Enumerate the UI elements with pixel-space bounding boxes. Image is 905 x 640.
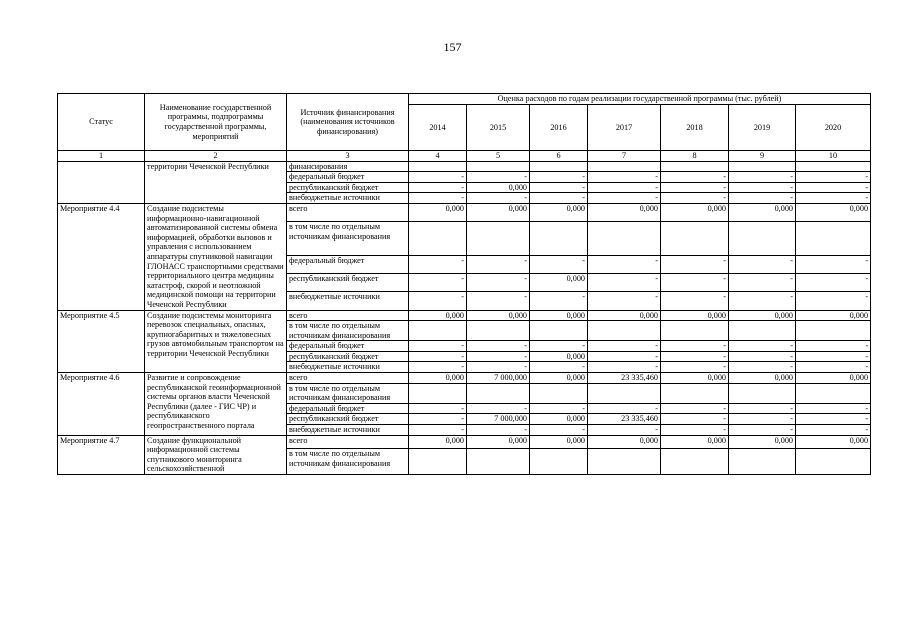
source-cell: всего xyxy=(287,435,409,449)
value-cell xyxy=(661,321,729,341)
status-cell xyxy=(58,161,145,203)
value-cell: 0,000 xyxy=(661,435,729,449)
value-cell: - xyxy=(467,292,530,310)
value-cell: 0,000 xyxy=(530,414,588,425)
value-cell: - xyxy=(796,403,871,414)
value-cell: - xyxy=(729,193,796,204)
value-cell: 0,000 xyxy=(588,310,661,321)
value-cell: - xyxy=(530,182,588,193)
value-cell: 0,000 xyxy=(588,203,661,221)
value-cell: - xyxy=(530,172,588,183)
header-year: 2015 xyxy=(467,105,530,151)
value-cell: 0,000 xyxy=(796,435,871,449)
value-cell xyxy=(729,449,796,475)
source-cell: в том числе по отдельным источникам финансирования xyxy=(287,321,409,341)
value-cell: 0,000 xyxy=(409,373,467,384)
value-cell: - xyxy=(661,193,729,204)
value-cell: - xyxy=(409,351,467,362)
status-cell: Мероприятие 4.7 xyxy=(58,435,145,474)
value-cell: - xyxy=(409,182,467,193)
source-cell: федеральный бюджет xyxy=(287,256,409,274)
value-cell: - xyxy=(796,292,871,310)
value-cell xyxy=(467,161,530,172)
value-cell: - xyxy=(467,256,530,274)
value-cell: - xyxy=(409,193,467,204)
value-cell: 0,000 xyxy=(530,203,588,221)
value-cell: - xyxy=(796,256,871,274)
value-cell: - xyxy=(588,193,661,204)
measure-name-cell: территории Чеченской Республики xyxy=(145,161,287,203)
value-cell: - xyxy=(661,425,729,436)
value-cell xyxy=(530,161,588,172)
value-cell: - xyxy=(729,425,796,436)
value-cell xyxy=(530,449,588,475)
source-cell: внебюджетные источники xyxy=(287,425,409,436)
value-cell xyxy=(467,449,530,475)
source-cell: федеральный бюджет xyxy=(287,172,409,183)
value-cell: 0,000 xyxy=(467,310,530,321)
value-cell: 0,000 xyxy=(409,310,467,321)
value-cell: 7 000,000 xyxy=(467,414,530,425)
column-number: 3 xyxy=(287,151,409,162)
value-cell xyxy=(796,222,871,256)
value-cell xyxy=(729,321,796,341)
value-cell: 23 335,460 xyxy=(588,414,661,425)
value-cell: - xyxy=(467,172,530,183)
table-row xyxy=(58,373,871,384)
value-cell: - xyxy=(530,256,588,274)
value-cell: - xyxy=(588,256,661,274)
source-cell: федеральный бюджет xyxy=(287,341,409,352)
value-cell xyxy=(588,383,661,403)
column-number: 10 xyxy=(796,151,871,162)
value-cell xyxy=(588,161,661,172)
value-cell: - xyxy=(729,274,796,292)
header-estimate: Оценка расходов по годам реализации государственной программы (тыс. рублей) xyxy=(409,94,871,105)
table-body xyxy=(58,161,871,474)
value-cell: - xyxy=(729,414,796,425)
value-cell xyxy=(467,321,530,341)
value-cell: - xyxy=(467,274,530,292)
column-number: 4 xyxy=(409,151,467,162)
source-cell: в том числе по отдельным источникам финансирования xyxy=(287,449,409,475)
value-cell xyxy=(661,449,729,475)
value-cell: - xyxy=(796,351,871,362)
measure-name-cell: Создание функциональной информационной системы спутникового мониторинга сельскохозяйственной xyxy=(145,435,287,474)
value-cell: - xyxy=(796,182,871,193)
value-cell: - xyxy=(530,403,588,414)
value-cell xyxy=(729,222,796,256)
column-number: 2 xyxy=(145,151,287,162)
value-cell: 0,000 xyxy=(409,203,467,221)
value-cell: 0,000 xyxy=(467,203,530,221)
value-cell: 0,000 xyxy=(409,435,467,449)
value-cell: 0,000 xyxy=(530,373,588,384)
value-cell: - xyxy=(530,425,588,436)
table-row xyxy=(58,161,871,172)
value-cell xyxy=(729,161,796,172)
table-row xyxy=(58,435,871,449)
value-cell xyxy=(588,449,661,475)
value-cell xyxy=(409,321,467,341)
value-cell: 0,000 xyxy=(661,310,729,321)
value-cell: - xyxy=(661,256,729,274)
source-cell: внебюджетные источники xyxy=(287,193,409,204)
value-cell: - xyxy=(409,172,467,183)
value-cell: - xyxy=(588,341,661,352)
value-cell: - xyxy=(530,362,588,373)
value-cell xyxy=(409,161,467,172)
value-cell: - xyxy=(796,425,871,436)
value-cell xyxy=(530,222,588,256)
value-cell: - xyxy=(661,172,729,183)
column-number: 6 xyxy=(530,151,588,162)
value-cell: 0,000 xyxy=(530,351,588,362)
value-cell: - xyxy=(409,403,467,414)
value-cell: - xyxy=(796,362,871,373)
budget-table xyxy=(57,93,871,475)
value-cell: - xyxy=(467,341,530,352)
value-cell: 23 335,460 xyxy=(588,373,661,384)
value-cell: - xyxy=(588,403,661,414)
value-cell: - xyxy=(467,351,530,362)
header-name: Наименование государственной программы, подпрограммы государственной программы, мероприятий xyxy=(145,94,287,151)
header-year: 2019 xyxy=(729,105,796,151)
column-number: 5 xyxy=(467,151,530,162)
source-cell: в том числе по отдельным источникам финансирования xyxy=(287,383,409,403)
value-cell: 0,000 xyxy=(661,203,729,221)
value-cell: - xyxy=(409,341,467,352)
value-cell: - xyxy=(796,341,871,352)
source-cell: в том числе по отдельным источникам финансирования xyxy=(287,222,409,256)
table-row xyxy=(58,310,871,321)
value-cell xyxy=(796,321,871,341)
column-number: 9 xyxy=(729,151,796,162)
value-cell: - xyxy=(661,362,729,373)
value-cell xyxy=(588,321,661,341)
value-cell: - xyxy=(588,182,661,193)
value-cell: - xyxy=(729,362,796,373)
value-cell: - xyxy=(796,193,871,204)
value-cell: - xyxy=(729,341,796,352)
value-cell: 0,000 xyxy=(729,203,796,221)
value-cell xyxy=(588,222,661,256)
header-year: 2017 xyxy=(588,105,661,151)
value-cell: - xyxy=(796,414,871,425)
value-cell: - xyxy=(661,182,729,193)
value-cell xyxy=(409,222,467,256)
source-cell: внебюджетные источники xyxy=(287,362,409,373)
value-cell xyxy=(796,449,871,475)
value-cell xyxy=(530,321,588,341)
value-cell: - xyxy=(588,274,661,292)
value-cell xyxy=(467,222,530,256)
source-cell: федеральный бюджет xyxy=(287,403,409,414)
value-cell: - xyxy=(530,193,588,204)
value-cell: - xyxy=(729,351,796,362)
value-cell: 0,000 xyxy=(467,182,530,193)
value-cell: - xyxy=(661,414,729,425)
value-cell: 7 000,000 xyxy=(467,373,530,384)
column-number: 1 xyxy=(58,151,145,162)
value-cell: - xyxy=(729,292,796,310)
value-cell: - xyxy=(661,403,729,414)
source-cell: всего xyxy=(287,310,409,321)
value-cell xyxy=(661,383,729,403)
value-cell: - xyxy=(467,425,530,436)
value-cell: - xyxy=(729,172,796,183)
value-cell: - xyxy=(729,182,796,193)
value-cell: - xyxy=(588,172,661,183)
value-cell xyxy=(467,383,530,403)
value-cell: - xyxy=(588,292,661,310)
column-number: 7 xyxy=(588,151,661,162)
value-cell: - xyxy=(467,193,530,204)
source-cell: финансирования xyxy=(287,161,409,172)
value-cell: 0,000 xyxy=(467,435,530,449)
value-cell: - xyxy=(467,362,530,373)
header-year: 2016 xyxy=(530,105,588,151)
value-cell: 0,000 xyxy=(588,435,661,449)
value-cell: - xyxy=(409,292,467,310)
value-cell: - xyxy=(661,274,729,292)
value-cell xyxy=(530,383,588,403)
source-cell: всего xyxy=(287,203,409,221)
value-cell: - xyxy=(409,274,467,292)
column-number: 8 xyxy=(661,151,729,162)
source-cell: республиканский бюджет xyxy=(287,274,409,292)
value-cell: 0,000 xyxy=(729,310,796,321)
value-cell: - xyxy=(796,172,871,183)
measure-name-cell: Создание подсистемы информационно-навигационной автоматизированной системы обмена информацией, обработки вызовов и управления с использованием аппаратуры спутниковой навигации ГЛОНАСС транспортными средствами территориального центра медицины катастроф, скорой и неотложной медицинской помощи на территории Чеченской Республики xyxy=(145,203,287,310)
value-cell: - xyxy=(661,292,729,310)
value-cell: 0,000 xyxy=(796,203,871,221)
value-cell: - xyxy=(588,362,661,373)
value-cell: - xyxy=(661,341,729,352)
header-year: 2014 xyxy=(409,105,467,151)
value-cell: 0,000 xyxy=(530,435,588,449)
value-cell: - xyxy=(530,292,588,310)
header-status: Статус xyxy=(58,94,145,151)
value-cell: 0,000 xyxy=(729,373,796,384)
source-cell: республиканский бюджет xyxy=(287,414,409,425)
value-cell: - xyxy=(409,256,467,274)
value-cell: - xyxy=(409,414,467,425)
value-cell xyxy=(796,383,871,403)
source-cell: республиканский бюджет xyxy=(287,351,409,362)
value-cell: 0,000 xyxy=(796,310,871,321)
status-cell: Мероприятие 4.4 xyxy=(58,203,145,310)
value-cell: - xyxy=(588,351,661,362)
value-cell: - xyxy=(588,425,661,436)
source-cell: республиканский бюджет xyxy=(287,182,409,193)
value-cell xyxy=(661,161,729,172)
value-cell: - xyxy=(661,351,729,362)
column-numbers-row xyxy=(58,151,871,162)
measure-name-cell: Развитие и сопровождение республиканской геоинформационной системы органов власти Чеченской Республики (далее - ГИС ЧР) и республиканского геопространственного портала xyxy=(145,373,287,436)
value-cell: 0,000 xyxy=(530,310,588,321)
value-cell: - xyxy=(796,274,871,292)
status-cell: Мероприятие 4.5 xyxy=(58,310,145,373)
value-cell: - xyxy=(729,403,796,414)
value-cell: - xyxy=(467,403,530,414)
source-cell: всего xyxy=(287,373,409,384)
page-number: 157 xyxy=(443,40,462,54)
value-cell xyxy=(409,383,467,403)
value-cell: - xyxy=(409,425,467,436)
value-cell xyxy=(409,449,467,475)
value-cell: - xyxy=(729,256,796,274)
value-cell xyxy=(661,222,729,256)
measure-name-cell: Создание подсистемы мониторинга перевозок специальных, опасных, крупногабаритных и тяжеловесных грузов автомобильным транспортом на территории Чеченской Республики xyxy=(145,310,287,373)
value-cell: 0,000 xyxy=(729,435,796,449)
value-cell xyxy=(796,161,871,172)
value-cell: - xyxy=(530,341,588,352)
table-row xyxy=(58,203,871,221)
value-cell: - xyxy=(409,362,467,373)
source-cell: внебюджетные источники xyxy=(287,292,409,310)
value-cell: 0,000 xyxy=(530,274,588,292)
value-cell: 0,000 xyxy=(796,373,871,384)
value-cell xyxy=(729,383,796,403)
header-year: 2020 xyxy=(796,105,871,151)
header-year: 2018 xyxy=(661,105,729,151)
header-source: Источник финансирования (наименования источников финансирования) xyxy=(287,94,409,151)
value-cell: 0,000 xyxy=(661,373,729,384)
status-cell: Мероприятие 4.6 xyxy=(58,373,145,436)
